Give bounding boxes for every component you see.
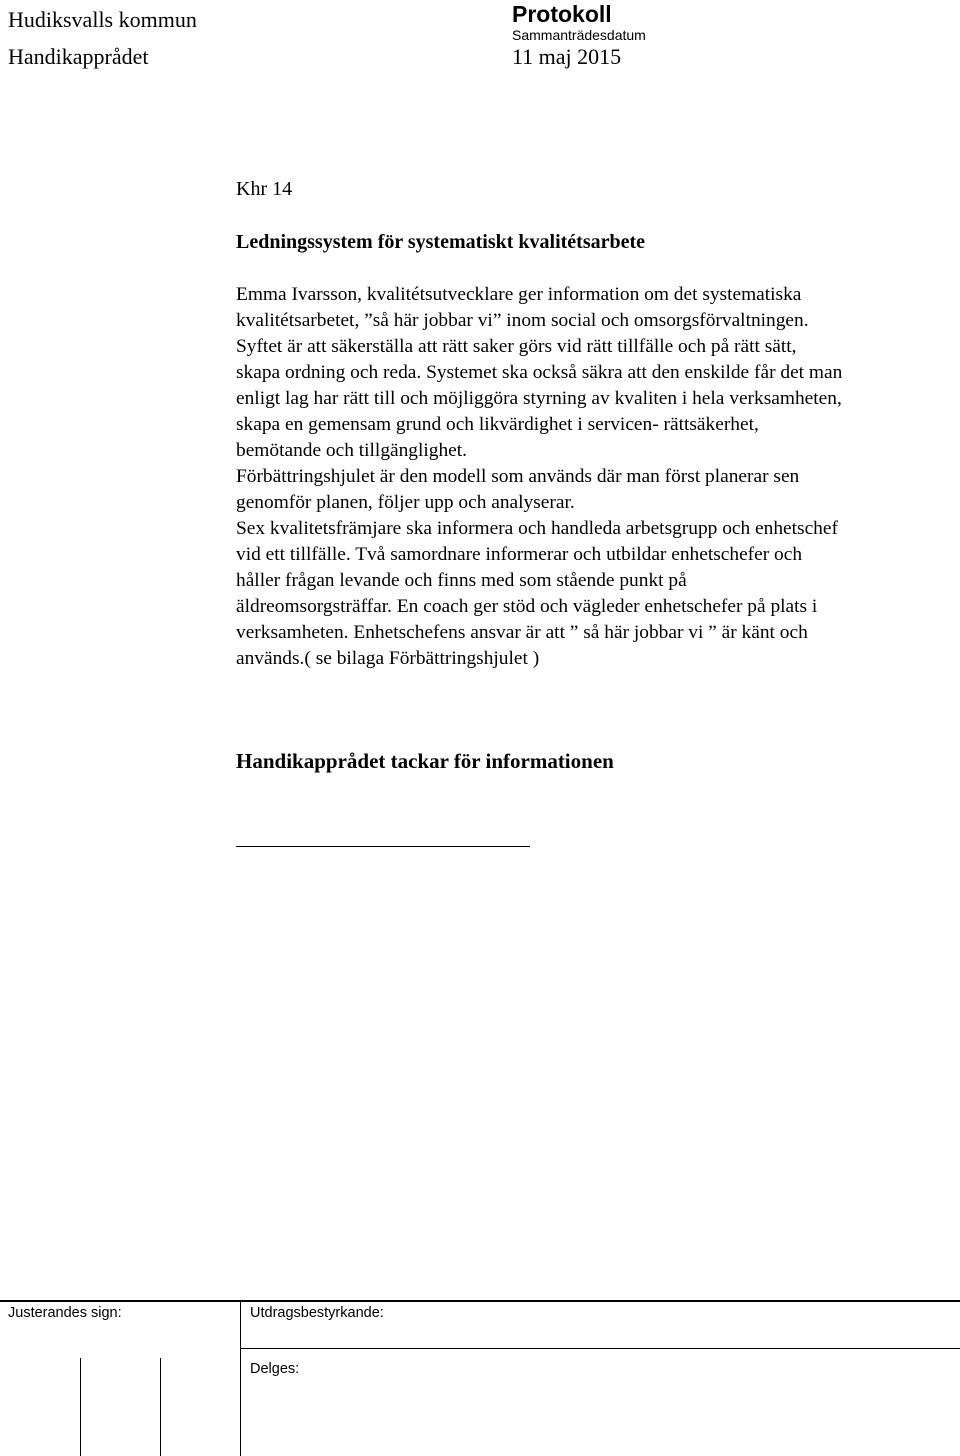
justerandes-sign-label: Justerandes sign: [8,1305,122,1321]
body-line: Syftet är att säkerställa att rätt saker görs vid rätt tillfälle och på rätt sätt, [236,336,797,357]
council-name: Handikapprådet [8,44,149,69]
body-line: äldreomsorgsträffar. En coach ger stöd och vägleder enhetschefer på plats i [236,596,818,617]
body-line: Sex kvalitetsfrämjare ska informera och handleda arbetsgrupp och enhetschef [236,518,838,539]
body-line: bemötande och tillgänglighet. [236,440,468,461]
meeting-date-label: Sammanträdesdatum [512,27,646,43]
body-line: verksamheten. Enhetschefens ansvar är att ” så här jobbar vi ” är känt och [236,622,808,643]
body-line: vid ett tillfälle. Två samordnare informerar och utbildar enhetschefer och [236,544,803,565]
body-line: enligt lag har rätt till och möjliggöra styrning av kvaliten i hela verksamheten, [236,388,842,409]
utdragsbestyrkande-label: Utdragsbestyrkande: [250,1305,384,1321]
signature-line [236,846,530,847]
municipality-name: Hudiksvalls kommun [8,7,197,32]
body-text [236,282,842,672]
meeting-date: 11 maj 2015 [512,44,622,69]
footer-row-divider [240,1348,960,1349]
conclusion: Handikapprådet tackar för informationen [236,749,614,773]
sign-box-divider-1 [80,1358,81,1456]
sign-box-divider-2 [160,1358,161,1456]
footer-top-border [0,1300,960,1302]
body-line: Förbättringshjulet är den modell som används där man först planerar sen [236,466,800,487]
delges-label: Delges: [250,1361,300,1377]
body-line: skapa en gemensam grund och likvärdighet i servicen- rättsäkerhet, [236,414,759,435]
body-line: skapa ordning och reda. Systemet ska också säkra att den enskilde får det man [236,362,843,383]
body-line: genomför planen, följer upp och analyserar. [236,492,575,513]
body-line: håller frågan levande och finns med som stående punkt på [236,570,687,591]
section-number: Khr 14 [236,178,293,200]
body-line: Emma Ivarsson, kvalitétsutvecklare ger information om det systematiska [236,284,802,305]
body-line: används.( se bilaga Förbättringshjulet ) [236,648,540,669]
section-title: Ledningssystem för systematiskt kvalitétsarbete [236,231,646,253]
document-type: Protokoll [512,1,612,27]
body-line: kvalitétsarbetet, ”så här jobbar vi” inom social och omsorgsförvaltningen. [236,310,809,331]
footer-divider [240,1300,241,1456]
